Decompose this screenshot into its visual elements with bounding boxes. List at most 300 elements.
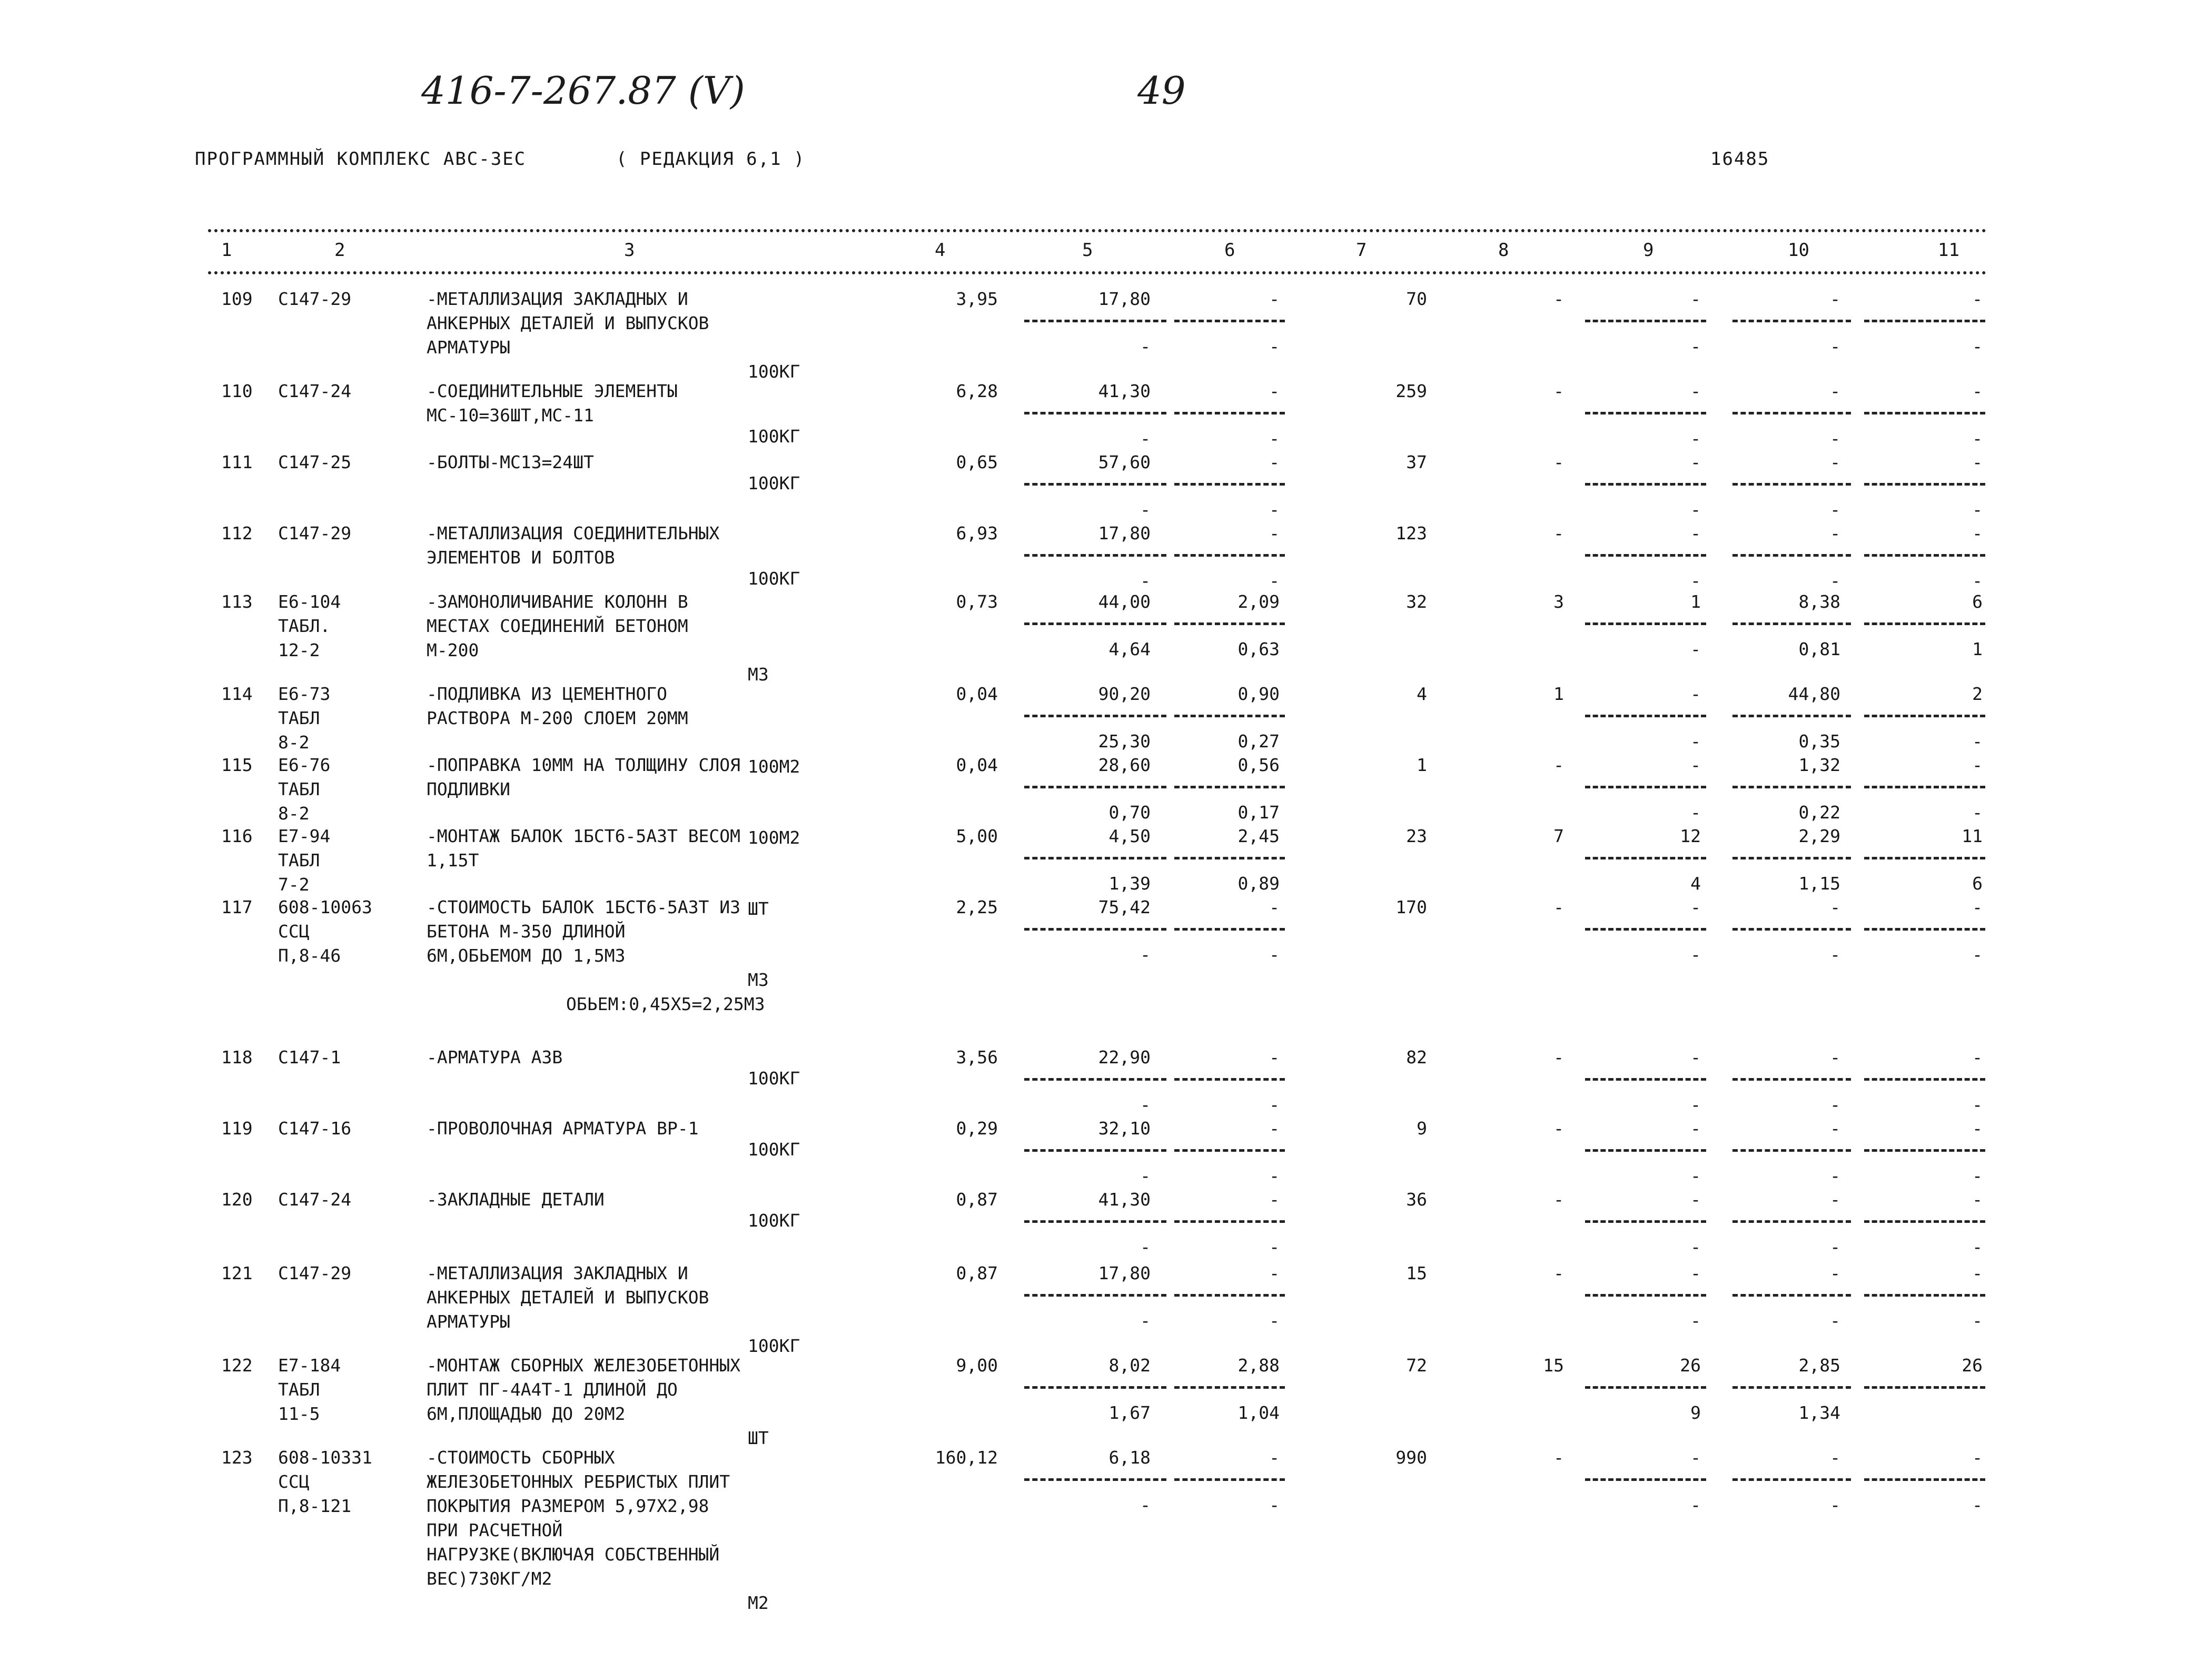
machine-total: 15 [1543, 1355, 1564, 1376]
column-header-row [208, 240, 1987, 266]
row-divider [1174, 715, 1285, 717]
row-divider [1024, 1386, 1166, 1389]
row-divider [1864, 1149, 1985, 1152]
row-divider [1732, 1386, 1851, 1389]
total-cost: 9 [1417, 1118, 1427, 1139]
row-divider [1174, 1220, 1285, 1223]
labor-cost: - [1690, 523, 1701, 543]
row-divider [1864, 1078, 1985, 1081]
row-divider [1174, 857, 1285, 859]
machine-cost: - [1269, 1263, 1280, 1283]
machine-total: - [1553, 1047, 1564, 1068]
row-divider [1864, 715, 1985, 717]
quantity: 0,87 [956, 1189, 998, 1210]
total-cost: 70 [1406, 289, 1427, 309]
row-divider [1174, 554, 1285, 557]
row-number: 121 [221, 1263, 253, 1283]
unit-of-measure: 100КГ [748, 1336, 800, 1356]
norm-code: С147-16 [278, 1118, 352, 1139]
program-title: ПРОГРАММНЫЙ КОМПЛЕКС АВС-3ЕС [195, 149, 527, 170]
column-header: 2 [334, 240, 345, 261]
row-divider [1864, 928, 1985, 931]
unit-of-measure: 100М2 [748, 827, 800, 848]
operator-wage: - [1269, 1310, 1280, 1331]
operator-hours: - [1830, 1495, 1840, 1515]
operator-total: - [1972, 731, 1983, 752]
norm-code: Е6-104 [278, 591, 341, 612]
norm-code: С147-24 [278, 381, 352, 401]
machine-cost: - [1269, 1189, 1280, 1210]
row-divider [1864, 857, 1985, 859]
work-description: АРМАТУРЫ [427, 1311, 510, 1332]
quantity: 3,56 [956, 1047, 998, 1068]
work-description: ПЛИТ ПГ-4А4Т-1 ДЛИНОЙ ДО [427, 1379, 678, 1400]
operator-labor: - [1690, 802, 1701, 823]
row-divider [1024, 928, 1166, 931]
wage-cost: 4,64 [1108, 639, 1151, 659]
unit-of-measure: 100КГ [748, 1139, 800, 1160]
quantity: 0,04 [956, 684, 998, 704]
unit-of-measure: 100КГ [748, 473, 800, 493]
norm-code: Е6-73 [278, 684, 331, 704]
labor-cost: - [1690, 452, 1701, 472]
machine-cost: 0,90 [1237, 684, 1280, 704]
row-divider [1585, 1078, 1706, 1081]
norm-code: 8-2 [278, 732, 310, 753]
work-description: -ПОДЛИВКА ИЗ ЦЕМЕНТНОГО [427, 684, 667, 704]
machine-cost: 2,09 [1237, 591, 1280, 612]
labor-cost: - [1690, 755, 1701, 775]
row-divider [1174, 622, 1285, 625]
column-header: 11 [1938, 240, 1959, 261]
row-divider [1732, 715, 1851, 717]
work-description: ПОДЛИВКИ [427, 779, 510, 799]
total-cost: 37 [1406, 452, 1427, 472]
machine-total: - [1553, 1118, 1564, 1139]
row-divider [1024, 483, 1166, 486]
work-description: -МЕТАЛЛИЗАЦИЯ ЗАКЛАДНЫХ И [427, 1263, 688, 1283]
operator-labor: - [1690, 1094, 1701, 1115]
labor-cost: 26 [1680, 1355, 1701, 1376]
operator-labor: - [1690, 428, 1701, 449]
unit-cost: 90,20 [1098, 684, 1151, 704]
operator-wage: - [1269, 944, 1280, 965]
row-divider [1864, 1294, 1985, 1297]
operator-total: - [1972, 802, 1983, 823]
labor-hours: - [1830, 523, 1840, 543]
labor-cost: - [1690, 897, 1701, 917]
unit-cost: 6,18 [1108, 1447, 1151, 1468]
work-description: -АРМАТУРА А3В [427, 1047, 563, 1068]
machine-cost: - [1269, 1118, 1280, 1139]
row-number: 112 [221, 523, 253, 543]
operator-wage: - [1269, 336, 1280, 357]
machine-total: - [1553, 523, 1564, 543]
quantity: 0,87 [956, 1263, 998, 1283]
quantity: 3,95 [956, 289, 998, 309]
total-cost: 123 [1395, 523, 1427, 543]
labor-cost: - [1690, 1263, 1701, 1283]
row-divider [1024, 857, 1166, 859]
operator-wage: - [1269, 499, 1280, 520]
operator-wage: 1,04 [1237, 1402, 1280, 1423]
row-number: 109 [221, 289, 253, 309]
unit-cost: 17,80 [1098, 523, 1151, 543]
unit-of-measure: ШТ [748, 1428, 769, 1448]
operator-labor: - [1690, 639, 1701, 659]
wage-cost: 0,70 [1108, 802, 1151, 823]
labor-cost: - [1690, 684, 1701, 704]
labor-total: 11 [1962, 826, 1983, 846]
work-description: АРМАТУРЫ [427, 337, 510, 358]
row-divider [1174, 786, 1285, 788]
row-divider [1174, 1294, 1285, 1297]
unit-cost: 17,80 [1098, 1263, 1151, 1283]
row-number: 122 [221, 1355, 253, 1376]
column-header: 8 [1498, 240, 1509, 261]
labor-total: - [1972, 1047, 1983, 1068]
row-divider [1732, 1478, 1851, 1481]
wage-cost: 1,39 [1108, 873, 1151, 894]
unit-cost: 22,90 [1098, 1047, 1151, 1068]
work-description: -БОЛТЫ-МС13=24ШТ [427, 452, 594, 472]
row-divider [1864, 1478, 1985, 1481]
machine-cost: 2,45 [1237, 826, 1280, 846]
operator-labor: 4 [1690, 873, 1701, 894]
total-cost: 990 [1395, 1447, 1427, 1468]
operator-wage: - [1269, 1165, 1280, 1186]
labor-hours: - [1830, 381, 1840, 401]
norm-code: ТАБЛ [278, 1379, 320, 1400]
volume-note: ОБЬЕМ:0,45Х5=2,25М3 [566, 994, 765, 1014]
row-divider [1732, 1294, 1851, 1297]
labor-hours: - [1830, 1118, 1840, 1139]
machine-total: - [1553, 1447, 1564, 1468]
operator-total: - [1972, 499, 1983, 520]
total-cost: 170 [1395, 897, 1427, 917]
norm-code: П,8-46 [278, 945, 341, 966]
machine-cost: - [1269, 523, 1280, 543]
quantity: 6,28 [956, 381, 998, 401]
norm-code: С147-29 [278, 289, 352, 309]
labor-total: - [1972, 1447, 1983, 1468]
row-divider [1585, 1294, 1706, 1297]
operator-wage: - [1269, 428, 1280, 449]
labor-cost: - [1690, 1447, 1701, 1468]
machine-total: - [1553, 1263, 1564, 1283]
row-divider [1174, 483, 1285, 486]
unit-of-measure: М3 [748, 664, 769, 685]
row-divider [1732, 1220, 1851, 1223]
operator-hours: - [1830, 1237, 1840, 1257]
column-header: 5 [1082, 240, 1093, 261]
row-divider [1024, 320, 1166, 322]
labor-hours: 1,32 [1798, 755, 1840, 775]
labor-total: - [1972, 452, 1983, 472]
work-description: -МОНТАЖ СБОРНЫХ ЖЕЛЕЗОБЕТОННЫХ [427, 1355, 741, 1376]
row-number: 113 [221, 591, 253, 612]
operator-labor: - [1690, 336, 1701, 357]
operator-labor: - [1690, 499, 1701, 520]
operator-hours: - [1830, 1094, 1840, 1115]
row-divider [1585, 928, 1706, 931]
wage-cost: - [1140, 1165, 1151, 1186]
machine-cost: 2,88 [1237, 1355, 1280, 1376]
operator-total: - [1972, 1094, 1983, 1115]
quantity: 0,65 [956, 452, 998, 472]
table-header-rule [208, 271, 1987, 274]
machine-total: - [1553, 755, 1564, 775]
labor-hours: - [1830, 897, 1840, 917]
operator-wage: 0,89 [1237, 873, 1280, 894]
row-divider [1732, 1149, 1851, 1152]
machine-total: - [1553, 452, 1564, 472]
row-divider [1174, 412, 1285, 414]
operator-total: - [1972, 570, 1983, 591]
unit-of-measure: 100КГ [748, 1210, 800, 1231]
machine-total: - [1553, 289, 1564, 309]
work-description: 6М,ПЛОЩАДЬЮ ДО 20М2 [427, 1404, 626, 1424]
wage-cost: 25,30 [1098, 731, 1151, 752]
row-divider [1024, 1078, 1166, 1081]
unit-cost: 41,30 [1098, 381, 1151, 401]
row-divider [1024, 715, 1166, 717]
norm-code: 8-2 [278, 803, 310, 824]
labor-hours: 8,38 [1798, 591, 1840, 612]
operator-hours: - [1830, 570, 1840, 591]
labor-hours: - [1830, 1047, 1840, 1068]
work-description: АНКЕРНЫХ ДЕТАЛЕЙ И ВЫПУСКОВ [427, 1287, 709, 1308]
row-divider [1024, 622, 1166, 625]
row-number: 118 [221, 1047, 253, 1068]
row-divider [1024, 1149, 1166, 1152]
row-divider [1585, 1149, 1706, 1152]
machine-total: - [1553, 1189, 1564, 1210]
row-divider [1174, 1149, 1285, 1152]
machine-cost: - [1269, 452, 1280, 472]
unit-cost: 44,00 [1098, 591, 1151, 612]
row-divider [1732, 412, 1851, 414]
operator-labor: - [1690, 1237, 1701, 1257]
total-cost: 4 [1417, 684, 1427, 704]
labor-total: - [1972, 897, 1983, 917]
column-header: 1 [221, 240, 232, 261]
operator-total: 1 [1972, 639, 1983, 659]
operator-total: - [1972, 1310, 1983, 1331]
norm-code: С147-1 [278, 1047, 341, 1068]
operator-hours: 0,22 [1798, 802, 1840, 823]
row-divider [1585, 1478, 1706, 1481]
row-divider [1585, 1386, 1706, 1389]
operator-total: - [1972, 944, 1983, 965]
work-description: -МЕТАЛЛИЗАЦИЯ СОЕДИНИТЕЛЬНЫХ [427, 523, 720, 543]
handwritten-doc-code: 416-7-267.87 (V) [421, 68, 745, 113]
norm-code: ТАБЛ [278, 850, 320, 871]
row-divider [1864, 1220, 1985, 1223]
column-header: 9 [1643, 240, 1654, 261]
operator-wage: - [1269, 1237, 1280, 1257]
operator-hours: - [1830, 1310, 1840, 1331]
operator-hours: 0,81 [1798, 639, 1840, 659]
row-divider [1585, 554, 1706, 557]
document-number: 16485 [1710, 149, 1770, 170]
row-divider [1024, 786, 1166, 788]
unit-cost: 75,42 [1098, 897, 1151, 917]
row-divider [1585, 320, 1706, 322]
column-header: 7 [1356, 240, 1367, 261]
work-description: МЕСТАХ СОЕДИНЕНИЙ БЕТОНОМ [427, 616, 688, 636]
total-cost: 1 [1417, 755, 1427, 775]
row-divider [1732, 928, 1851, 931]
operator-labor: - [1690, 1165, 1701, 1186]
labor-cost: - [1690, 381, 1701, 401]
wage-cost: - [1140, 1495, 1151, 1515]
quantity: 160,12 [935, 1447, 998, 1468]
unit-of-measure: М2 [748, 1593, 769, 1613]
row-divider [1174, 1478, 1285, 1481]
work-description: -ЗАКЛАДНЫЕ ДЕТАЛИ [427, 1189, 605, 1210]
norm-code: П,8-121 [278, 1496, 352, 1516]
row-divider [1732, 483, 1851, 486]
row-divider [1585, 1220, 1706, 1223]
operator-total: - [1972, 1495, 1983, 1515]
quantity: 0,73 [956, 591, 998, 612]
column-header: 10 [1788, 240, 1809, 261]
machine-total: 3 [1553, 591, 1564, 612]
unit-cost: 28,60 [1098, 755, 1151, 775]
work-description: -СТОИМОСТЬ СБОРНЫХ [427, 1447, 615, 1468]
row-divider [1585, 483, 1706, 486]
quantity: 9,00 [956, 1355, 998, 1376]
wage-cost: - [1140, 1310, 1151, 1331]
labor-total: - [1972, 1189, 1983, 1210]
operator-wage: - [1269, 1094, 1280, 1115]
row-divider [1864, 320, 1985, 322]
row-divider [1024, 412, 1166, 414]
work-description: -МОНТАЖ БАЛОК 1БСТ6-5А3Т ВЕСОМ [427, 826, 741, 846]
row-number: 114 [221, 684, 253, 704]
unit-cost: 17,80 [1098, 289, 1151, 309]
operator-wage: - [1269, 570, 1280, 591]
labor-hours: 2,85 [1798, 1355, 1840, 1376]
table-top-rule [208, 229, 1987, 232]
row-divider [1024, 1478, 1166, 1481]
operator-hours: 0,35 [1798, 731, 1840, 752]
unit-cost: 8,02 [1108, 1355, 1151, 1376]
quantity: 5,00 [956, 826, 998, 846]
wage-cost: - [1140, 570, 1151, 591]
norm-code: 12-2 [278, 640, 320, 660]
operator-total: 6 [1972, 873, 1983, 894]
machine-total: - [1553, 381, 1564, 401]
total-cost: 72 [1406, 1355, 1427, 1376]
row-divider [1864, 412, 1985, 414]
work-description: АНКЕРНЫХ ДЕТАЛЕЙ И ВЫПУСКОВ [427, 313, 709, 333]
row-divider [1585, 857, 1706, 859]
work-description: 6М,ОБЬЕМОМ ДО 1,5М3 [427, 945, 626, 966]
row-number: 115 [221, 755, 253, 775]
work-description: ВЕС)730КГ/М2 [427, 1568, 552, 1589]
labor-total: - [1972, 1263, 1983, 1283]
row-divider [1864, 1386, 1985, 1389]
operator-labor: - [1690, 1495, 1701, 1515]
unit-of-measure: 100КГ [748, 568, 800, 589]
column-header: 6 [1224, 240, 1235, 261]
row-divider [1864, 554, 1985, 557]
machine-cost: 0,56 [1237, 755, 1280, 775]
labor-total: - [1972, 523, 1983, 543]
operator-labor: 9 [1690, 1402, 1701, 1423]
work-description: ПРИ РАСЧЕТНОЙ [427, 1520, 563, 1540]
labor-hours: - [1830, 1447, 1840, 1468]
work-description: НАГРУЗКЕ(ВКЛЮЧАЯ СОБСТВЕННЫЙ [427, 1544, 720, 1565]
norm-code: 7-2 [278, 874, 310, 895]
row-number: 116 [221, 826, 253, 846]
labor-total: - [1972, 755, 1983, 775]
column-header: 4 [935, 240, 946, 261]
operator-hours: - [1830, 336, 1840, 357]
unit-of-measure: ШТ [748, 898, 769, 919]
operator-wage: 0,63 [1237, 639, 1280, 659]
quantity: 6,93 [956, 523, 998, 543]
unit-cost: 57,60 [1098, 452, 1151, 472]
row-number: 120 [221, 1189, 253, 1210]
wage-cost: - [1140, 1094, 1151, 1115]
work-description: МС-10=36ШТ,МС-11 [427, 405, 594, 426]
row-divider [1024, 1294, 1166, 1297]
operator-wage: - [1269, 1495, 1280, 1515]
row-divider [1732, 786, 1851, 788]
norm-code: ТАБЛ [278, 779, 320, 799]
norm-code: С147-29 [278, 1263, 352, 1283]
machine-total: - [1553, 897, 1564, 917]
wage-cost: - [1140, 1237, 1151, 1257]
work-description: ПОКРЫТИЯ РАЗМЕРОМ 5,97Х2,98 [427, 1496, 709, 1516]
machine-total: 7 [1553, 826, 1564, 846]
unit-cost: 41,30 [1098, 1189, 1151, 1210]
work-description: 1,15Т [427, 850, 479, 871]
operator-hours: 1,34 [1798, 1402, 1840, 1423]
row-divider [1585, 622, 1706, 625]
machine-cost: - [1269, 1447, 1280, 1468]
unit-of-measure: 100КГ [748, 1068, 800, 1089]
unit-of-measure: 100КГ [748, 426, 800, 447]
work-description: -МЕТАЛЛИЗАЦИЯ ЗАКЛАДНЫХ И [427, 289, 688, 309]
work-description: ЭЛЕМЕНТОВ И БОЛТОВ [427, 547, 615, 568]
row-number: 117 [221, 897, 253, 917]
row-divider [1864, 786, 1985, 788]
labor-cost: 12 [1680, 826, 1701, 846]
row-divider [1864, 622, 1985, 625]
row-divider [1585, 412, 1706, 414]
row-divider [1024, 554, 1166, 557]
work-description: -ЗАМОНОЛИЧИВАНИЕ КОЛОНН В [427, 591, 688, 612]
work-description: -ПОПРАВКА 10ММ НА ТОЛЩИНУ СЛОЯ [427, 755, 741, 775]
unit-cost: 4,50 [1108, 826, 1151, 846]
row-number: 110 [221, 381, 253, 401]
machine-cost: - [1269, 1047, 1280, 1068]
row-number: 123 [221, 1447, 253, 1468]
row-divider [1732, 554, 1851, 557]
norm-code: С147-29 [278, 523, 352, 543]
work-description: БЕТОНА М-350 ДЛИНОЙ [427, 921, 626, 942]
row-number: 111 [221, 452, 253, 472]
operator-wage: 0,17 [1237, 802, 1280, 823]
labor-hours: 44,80 [1788, 684, 1840, 704]
wage-cost: - [1140, 499, 1151, 520]
operator-hours: - [1830, 944, 1840, 965]
operator-wage: 0,27 [1237, 731, 1280, 752]
